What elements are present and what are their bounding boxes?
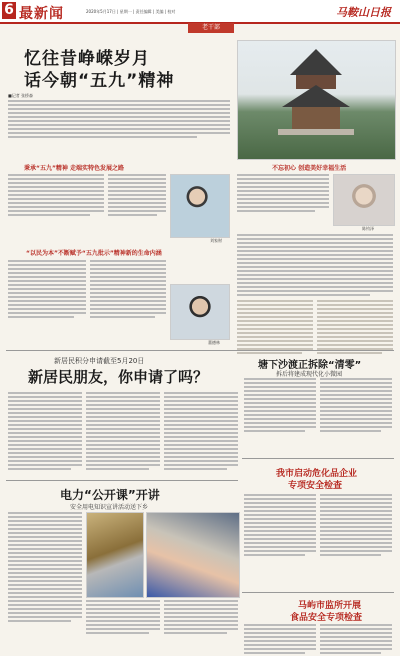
section-divider xyxy=(6,350,394,351)
news4-col3 xyxy=(164,600,238,636)
portrait-caption-3: 陈钧泽 xyxy=(362,226,374,231)
news4-col2 xyxy=(86,600,160,636)
feature-col3-text xyxy=(8,260,86,320)
feature-title-line1: 忆往昔峥嵘岁月 xyxy=(24,49,150,69)
portrait-caption-1: 刘家财 xyxy=(210,238,222,243)
section-title: 最新闻 xyxy=(19,6,64,22)
news2-subtitle: 拆后将建成现代化小微园 xyxy=(276,371,343,378)
feature-col6-text xyxy=(237,234,393,298)
portrait-photo-1 xyxy=(170,174,230,238)
news1-title: 新居民朋友，你申请了吗？ xyxy=(28,368,209,386)
news5-title-line2: 食品安全专项检查 xyxy=(290,613,363,623)
feature-subhead-2: “以民为本”不断赋予“五九批示”精神新的生命内涵 xyxy=(26,250,162,257)
feature-subhead-1: 秉承“五九”精神 走端实特色发展之路 xyxy=(24,165,124,172)
news3-title-line2: 专项安全检查 xyxy=(288,481,343,491)
feature-col2-text xyxy=(108,174,166,218)
pavilion-icon xyxy=(238,41,395,159)
feature-col8-text xyxy=(317,300,393,356)
pavilion-photo xyxy=(237,40,396,160)
news4-subtitle: 安全用电知识宣讲活动送下乡 xyxy=(70,504,149,511)
news2-col2 xyxy=(320,378,392,434)
header-meta: 2020年5月17日 | 星期一 | 责任编辑 | 美编 | 校对 xyxy=(86,9,176,14)
news4-divider xyxy=(6,480,238,481)
news2-title: 塘下沙渡正拆除“清零” xyxy=(258,360,362,371)
portrait-photo-3 xyxy=(333,174,395,226)
news2-col1 xyxy=(244,378,316,434)
news1-col2 xyxy=(86,392,160,472)
news3-divider xyxy=(242,458,394,459)
newspaper-logo: 马鞍山日报 xyxy=(336,6,391,19)
feature-subhead-3: 不忘初心 创造美好幸福生活 xyxy=(272,165,347,172)
news1-overline: 新居民积分申请截至5月20日 xyxy=(54,357,145,365)
news3-col1 xyxy=(244,494,316,558)
portrait-caption-2: 董德林 xyxy=(208,340,220,345)
feature-col5-text xyxy=(237,174,329,214)
news5-divider xyxy=(242,592,394,593)
news3-col2 xyxy=(320,494,392,558)
news5-title-line1: 马屿市监所开展 xyxy=(298,601,362,611)
news1-col3 xyxy=(164,392,238,472)
volunteer-photo xyxy=(146,512,240,598)
news3-title-line1: 我市启动危化品企业 xyxy=(276,469,358,479)
news1-col1 xyxy=(8,392,82,472)
feature-lead-text xyxy=(8,100,230,140)
feature-title-line2: 话今朝“五九”精神 xyxy=(24,71,175,91)
feature-col7-text xyxy=(237,300,313,356)
portrait-photo-2 xyxy=(170,284,230,340)
feature-col1-text xyxy=(8,174,104,218)
news5-col1 xyxy=(244,624,316,656)
news4-title: 电力“公开课”开讲 xyxy=(60,488,160,502)
feature-col4-text xyxy=(90,260,166,320)
page-number: 6 xyxy=(2,2,16,19)
column-ribbon: 老干部 xyxy=(188,23,234,33)
feature-byline: ■记者 张桥森 xyxy=(8,93,34,98)
news4-col1 xyxy=(8,512,82,624)
lecture-photo xyxy=(86,512,144,598)
news5-col2 xyxy=(320,624,392,656)
